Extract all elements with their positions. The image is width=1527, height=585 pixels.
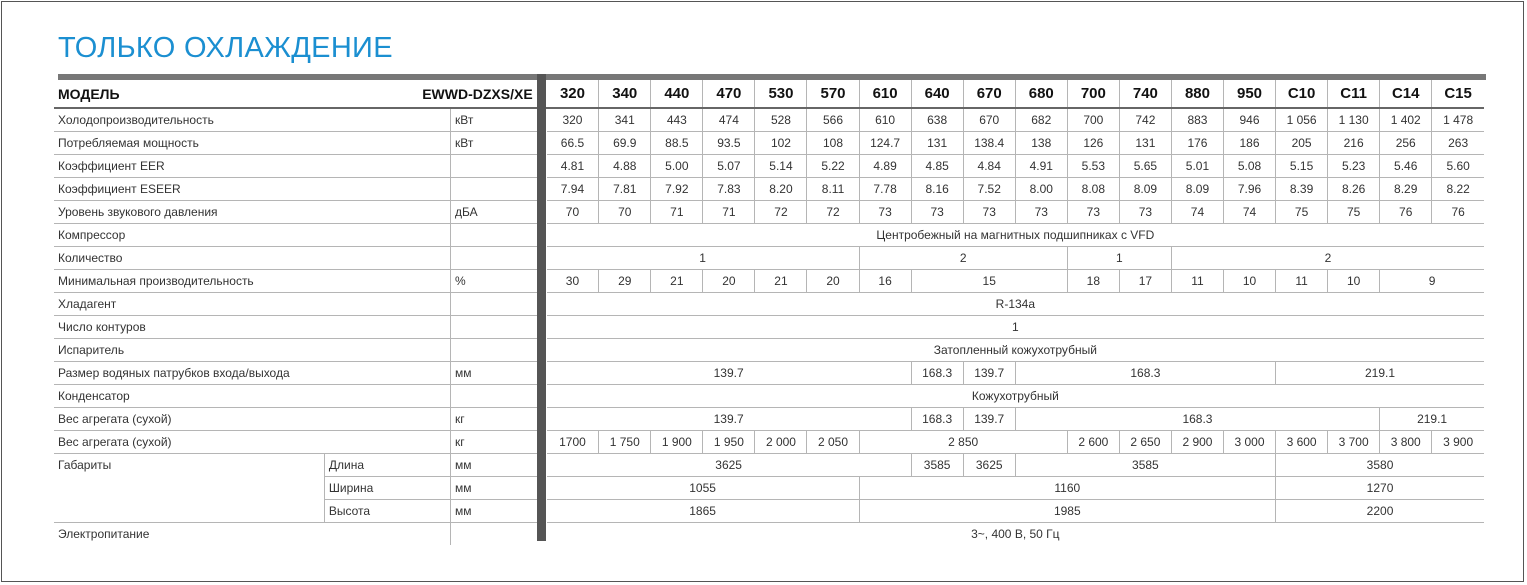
value-cell: 73 — [963, 201, 1015, 224]
value-cell: 11 — [1276, 270, 1328, 293]
value-cell: 102 — [755, 132, 807, 155]
value-cell: 2 650 — [1119, 431, 1171, 454]
value-cell: 2 850 — [859, 431, 1067, 454]
value-cell: 7.52 — [963, 178, 1015, 201]
value-cell: 126 — [1067, 132, 1119, 155]
value-cell: 71 — [703, 201, 755, 224]
model-column-header: C11 — [1328, 80, 1380, 108]
value-cell: R-134a — [547, 293, 1484, 316]
value-cell: 4.84 — [963, 155, 1015, 178]
value-cell: 138 — [1015, 132, 1067, 155]
row-label: Размер водяных патрубков входа/выхода — [54, 362, 451, 385]
model-column-header: 570 — [807, 80, 859, 108]
row-unit: мм — [451, 362, 537, 385]
value-cell: 73 — [911, 201, 963, 224]
value-cell: 1 478 — [1432, 108, 1484, 132]
model-column-header: 740 — [1119, 80, 1171, 108]
value-cell: 73 — [859, 201, 911, 224]
row-sublabel: Длина — [324, 454, 450, 477]
value-cell: 75 — [1328, 201, 1380, 224]
value-cell: 1865 — [547, 500, 859, 523]
row-sublabel: Высота — [324, 500, 450, 523]
value-cell: 124.7 — [859, 132, 911, 155]
spec-row — [54, 431, 1484, 454]
value-cell: 17 — [1119, 270, 1171, 293]
value-cell: 10 — [1328, 270, 1380, 293]
value-cell: 4.85 — [911, 155, 963, 178]
row-unit — [451, 293, 537, 316]
value-cell: 139.7 — [547, 362, 911, 385]
spec-table — [54, 80, 1484, 545]
row-label: Потребляемая мощность — [54, 132, 451, 155]
value-cell: 4.81 — [547, 155, 599, 178]
spec-row — [54, 385, 1484, 408]
value-cell: 528 — [755, 108, 807, 132]
value-cell: 5.00 — [651, 155, 703, 178]
value-cell: 16 — [859, 270, 911, 293]
value-cell: 256 — [1380, 132, 1432, 155]
value-cell: 8.16 — [911, 178, 963, 201]
value-cell: 20 — [807, 270, 859, 293]
row-label: Конденсатор — [54, 385, 451, 408]
spec-row — [54, 224, 1484, 247]
value-cell: 76 — [1432, 201, 1484, 224]
value-cell: 5.23 — [1328, 155, 1380, 178]
value-cell: 168.3 — [911, 408, 963, 431]
spec-row — [54, 178, 1484, 201]
value-cell: 3580 — [1276, 454, 1484, 477]
model-column-header: 530 — [755, 80, 807, 108]
value-cell: 219.1 — [1380, 408, 1484, 431]
header-row — [54, 80, 1484, 108]
value-cell: 1270 — [1276, 477, 1484, 500]
value-cell: 11 — [1171, 270, 1223, 293]
value-cell: 3 700 — [1328, 431, 1380, 454]
value-cell: 21 — [651, 270, 703, 293]
value-cell: 8.29 — [1380, 178, 1432, 201]
value-cell: 5.08 — [1223, 155, 1275, 178]
value-cell: 138.4 — [963, 132, 1015, 155]
value-cell: 1 402 — [1380, 108, 1432, 132]
value-cell: 320 — [547, 108, 599, 132]
value-cell: 3625 — [547, 454, 911, 477]
value-cell: Кожухотрубный — [547, 385, 1484, 408]
value-cell: 2 — [1171, 247, 1484, 270]
row-unit — [451, 316, 537, 339]
value-cell: 30 — [547, 270, 599, 293]
value-cell: 1 056 — [1276, 108, 1328, 132]
value-cell: 263 — [1432, 132, 1484, 155]
row-unit — [451, 385, 537, 408]
value-cell: 7.78 — [859, 178, 911, 201]
value-cell: 139.7 — [547, 408, 911, 431]
row-unit: дБА — [451, 201, 537, 224]
value-cell: 108 — [807, 132, 859, 155]
value-cell: 4.89 — [859, 155, 911, 178]
value-cell: 1160 — [859, 477, 1276, 500]
value-cell: 5.60 — [1432, 155, 1484, 178]
model-column-header: C14 — [1380, 80, 1432, 108]
value-cell: 5.65 — [1119, 155, 1171, 178]
row-unit: кВт — [451, 132, 537, 155]
value-cell: 73 — [1067, 201, 1119, 224]
value-cell: 8.39 — [1276, 178, 1328, 201]
model-column-header: 670 — [963, 80, 1015, 108]
row-label: Коэффициент EER — [54, 155, 451, 178]
value-cell: 88.5 — [651, 132, 703, 155]
spec-row — [54, 108, 1484, 132]
row-unit: % — [451, 270, 537, 293]
value-cell: 176 — [1171, 132, 1223, 155]
spec-row — [54, 408, 1484, 431]
row-unit: мм — [451, 500, 537, 523]
value-cell: Центробежный на магнитных подшипниках с VFD — [547, 224, 1484, 247]
spec-row — [54, 362, 1484, 385]
value-cell: 73 — [1015, 201, 1067, 224]
value-cell: 72 — [755, 201, 807, 224]
value-cell: 1 — [547, 247, 859, 270]
value-cell: 29 — [599, 270, 651, 293]
value-cell: 1 — [547, 316, 1484, 339]
model-column-header: 700 — [1067, 80, 1119, 108]
row-label: Вес агрегата (сухой) — [54, 431, 451, 454]
value-cell: 219.1 — [1276, 362, 1484, 385]
value-cell: 71 — [651, 201, 703, 224]
row-unit: мм — [451, 454, 537, 477]
value-cell: 15 — [911, 270, 1067, 293]
column-divider — [537, 74, 546, 541]
value-cell: 3625 — [963, 454, 1015, 477]
value-cell: 1 950 — [703, 431, 755, 454]
model-label: МОДЕЛЬ — [54, 80, 324, 108]
model-column-header: 950 — [1223, 80, 1275, 108]
row-unit — [451, 155, 537, 178]
value-cell: 139.7 — [963, 408, 1015, 431]
value-cell: 8.09 — [1119, 178, 1171, 201]
value-cell: 566 — [807, 108, 859, 132]
row-unit: кг — [451, 431, 537, 454]
row-label: Хладагент — [54, 293, 451, 316]
value-cell: 7.92 — [651, 178, 703, 201]
value-cell: 3~, 400 В, 50 Гц — [971, 527, 1060, 541]
value-cell: 5.01 — [1171, 155, 1223, 178]
model-column-header: 880 — [1171, 80, 1223, 108]
value-cell: 1985 — [859, 500, 1276, 523]
value-cell: 7.83 — [703, 178, 755, 201]
value-cell: 10 — [1223, 270, 1275, 293]
value-cell: 21 — [755, 270, 807, 293]
spec-row — [54, 155, 1484, 178]
value-cell: 70 — [547, 201, 599, 224]
row-label: Компрессор — [54, 224, 451, 247]
row-label: Количество — [54, 247, 451, 270]
value-cell: 1 900 — [651, 431, 703, 454]
value-cell: 5.53 — [1067, 155, 1119, 178]
value-cell: 168.3 — [911, 362, 963, 385]
value-cell: 2 — [859, 247, 1067, 270]
row-label: Габариты — [54, 454, 324, 523]
value-cell: 3 000 — [1223, 431, 1275, 454]
row-label: Уровень звукового давления — [54, 201, 451, 224]
value-cell: 2 600 — [1067, 431, 1119, 454]
row-label: Холодопроизводительность — [54, 108, 451, 132]
value-cell: 69.9 — [599, 132, 651, 155]
row-label: Число контуров — [54, 316, 451, 339]
value-cell: 883 — [1171, 108, 1223, 132]
row-label: Коэффициент ESEER — [54, 178, 451, 201]
value-cell: 74 — [1171, 201, 1223, 224]
value-cell: 3585 — [1015, 454, 1275, 477]
spec-row — [54, 247, 1484, 270]
model-column-header: C15 — [1432, 80, 1484, 108]
row-unit: мм — [451, 477, 537, 500]
value-cell: 75 — [1276, 201, 1328, 224]
row-unit — [451, 178, 537, 201]
row-unit — [451, 523, 537, 546]
value-cell: 72 — [807, 201, 859, 224]
model-column-header: 440 — [651, 80, 703, 108]
spec-row — [54, 316, 1484, 339]
spec-row — [54, 132, 1484, 155]
value-cell: 9 — [1380, 270, 1484, 293]
value-cell: 682 — [1015, 108, 1067, 132]
value-cell: 2 000 — [755, 431, 807, 454]
value-cell: 1 750 — [599, 431, 651, 454]
spec-row — [54, 293, 1484, 316]
value-cell: 168.3 — [1015, 408, 1379, 431]
page-title: ТОЛЬКО ОХЛАЖДЕНИЕ — [58, 32, 393, 64]
model-column-header: C10 — [1276, 80, 1328, 108]
value-cell: 216 — [1328, 132, 1380, 155]
model-column-header: 610 — [859, 80, 911, 108]
value-cell: 8.26 — [1328, 178, 1380, 201]
spec-row — [54, 270, 1484, 293]
value-cell: 4.91 — [1015, 155, 1067, 178]
value-cell: 8.00 — [1015, 178, 1067, 201]
value-cell: 74 — [1223, 201, 1275, 224]
value-cell: 5.46 — [1380, 155, 1432, 178]
value-cell: 1 — [1067, 247, 1171, 270]
value-cell: 700 — [1067, 108, 1119, 132]
value-cell: 76 — [1380, 201, 1432, 224]
value-cell: 205 — [1276, 132, 1328, 155]
value-cell: 474 — [703, 108, 755, 132]
spec-row — [54, 523, 1484, 546]
value-cell: Затопленный кожухотрубный — [547, 339, 1484, 362]
model-series: EWWD-DZXS/XE — [324, 80, 536, 108]
value-cell: 443 — [651, 108, 703, 132]
row-label: Минимальная производительность — [54, 270, 451, 293]
value-cell: 742 — [1119, 108, 1171, 132]
value-cell: 8.20 — [755, 178, 807, 201]
spec-row — [54, 339, 1484, 362]
row-unit — [451, 339, 537, 362]
row-unit: кВт — [451, 108, 537, 132]
value-cell: 66.5 — [547, 132, 599, 155]
row-unit — [451, 224, 537, 247]
model-column-header: 640 — [911, 80, 963, 108]
row-unit — [451, 247, 537, 270]
value-cell: 8.11 — [807, 178, 859, 201]
value-cell: 2200 — [1276, 500, 1484, 523]
value-cell: 20 — [703, 270, 755, 293]
value-cell: 131 — [1119, 132, 1171, 155]
value-cell: 5.15 — [1276, 155, 1328, 178]
row-sublabel: Ширина — [324, 477, 450, 500]
model-column-header: 680 — [1015, 80, 1067, 108]
value-cell: 7.94 — [547, 178, 599, 201]
value-cell: 5.22 — [807, 155, 859, 178]
value-cell: 3585 — [911, 454, 963, 477]
value-cell: 5.14 — [755, 155, 807, 178]
value-cell: 610 — [859, 108, 911, 132]
value-cell: 93.5 — [703, 132, 755, 155]
model-column-header: 470 — [703, 80, 755, 108]
value-cell: 341 — [599, 108, 651, 132]
value-cell: 1 130 — [1328, 108, 1380, 132]
value-cell: 638 — [911, 108, 963, 132]
row-label: Испаритель — [54, 339, 451, 362]
value-cell: 139.7 — [963, 362, 1015, 385]
value-cell: 670 — [963, 108, 1015, 132]
value-cell: 946 — [1223, 108, 1275, 132]
value-cell: 7.96 — [1223, 178, 1275, 201]
value-cell: 1055 — [547, 477, 859, 500]
spec-row — [54, 454, 1484, 477]
value-cell: 2 900 — [1171, 431, 1223, 454]
row-label: Электропитание — [58, 527, 150, 541]
value-cell: 7.81 — [599, 178, 651, 201]
value-cell: 186 — [1223, 132, 1275, 155]
model-column-header: 320 — [547, 80, 599, 108]
value-cell: 8.09 — [1171, 178, 1223, 201]
value-cell: 8.22 — [1432, 178, 1484, 201]
value-cell: 3 800 — [1380, 431, 1432, 454]
value-cell: 2 050 — [807, 431, 859, 454]
row-unit: кг — [451, 408, 537, 431]
value-cell: 73 — [1119, 201, 1171, 224]
value-cell: 70 — [599, 201, 651, 224]
row-label: Вес агрегата (сухой) — [54, 408, 451, 431]
spec-row — [54, 201, 1484, 224]
value-cell: 168.3 — [1015, 362, 1275, 385]
model-column-header: 340 — [599, 80, 651, 108]
value-cell: 3 600 — [1276, 431, 1328, 454]
value-cell: 3 900 — [1432, 431, 1484, 454]
value-cell: 1700 — [547, 431, 599, 454]
value-cell: 4.88 — [599, 155, 651, 178]
value-cell: 131 — [911, 132, 963, 155]
value-cell: 18 — [1067, 270, 1119, 293]
value-cell: 8.08 — [1067, 178, 1119, 201]
value-cell: 5.07 — [703, 155, 755, 178]
